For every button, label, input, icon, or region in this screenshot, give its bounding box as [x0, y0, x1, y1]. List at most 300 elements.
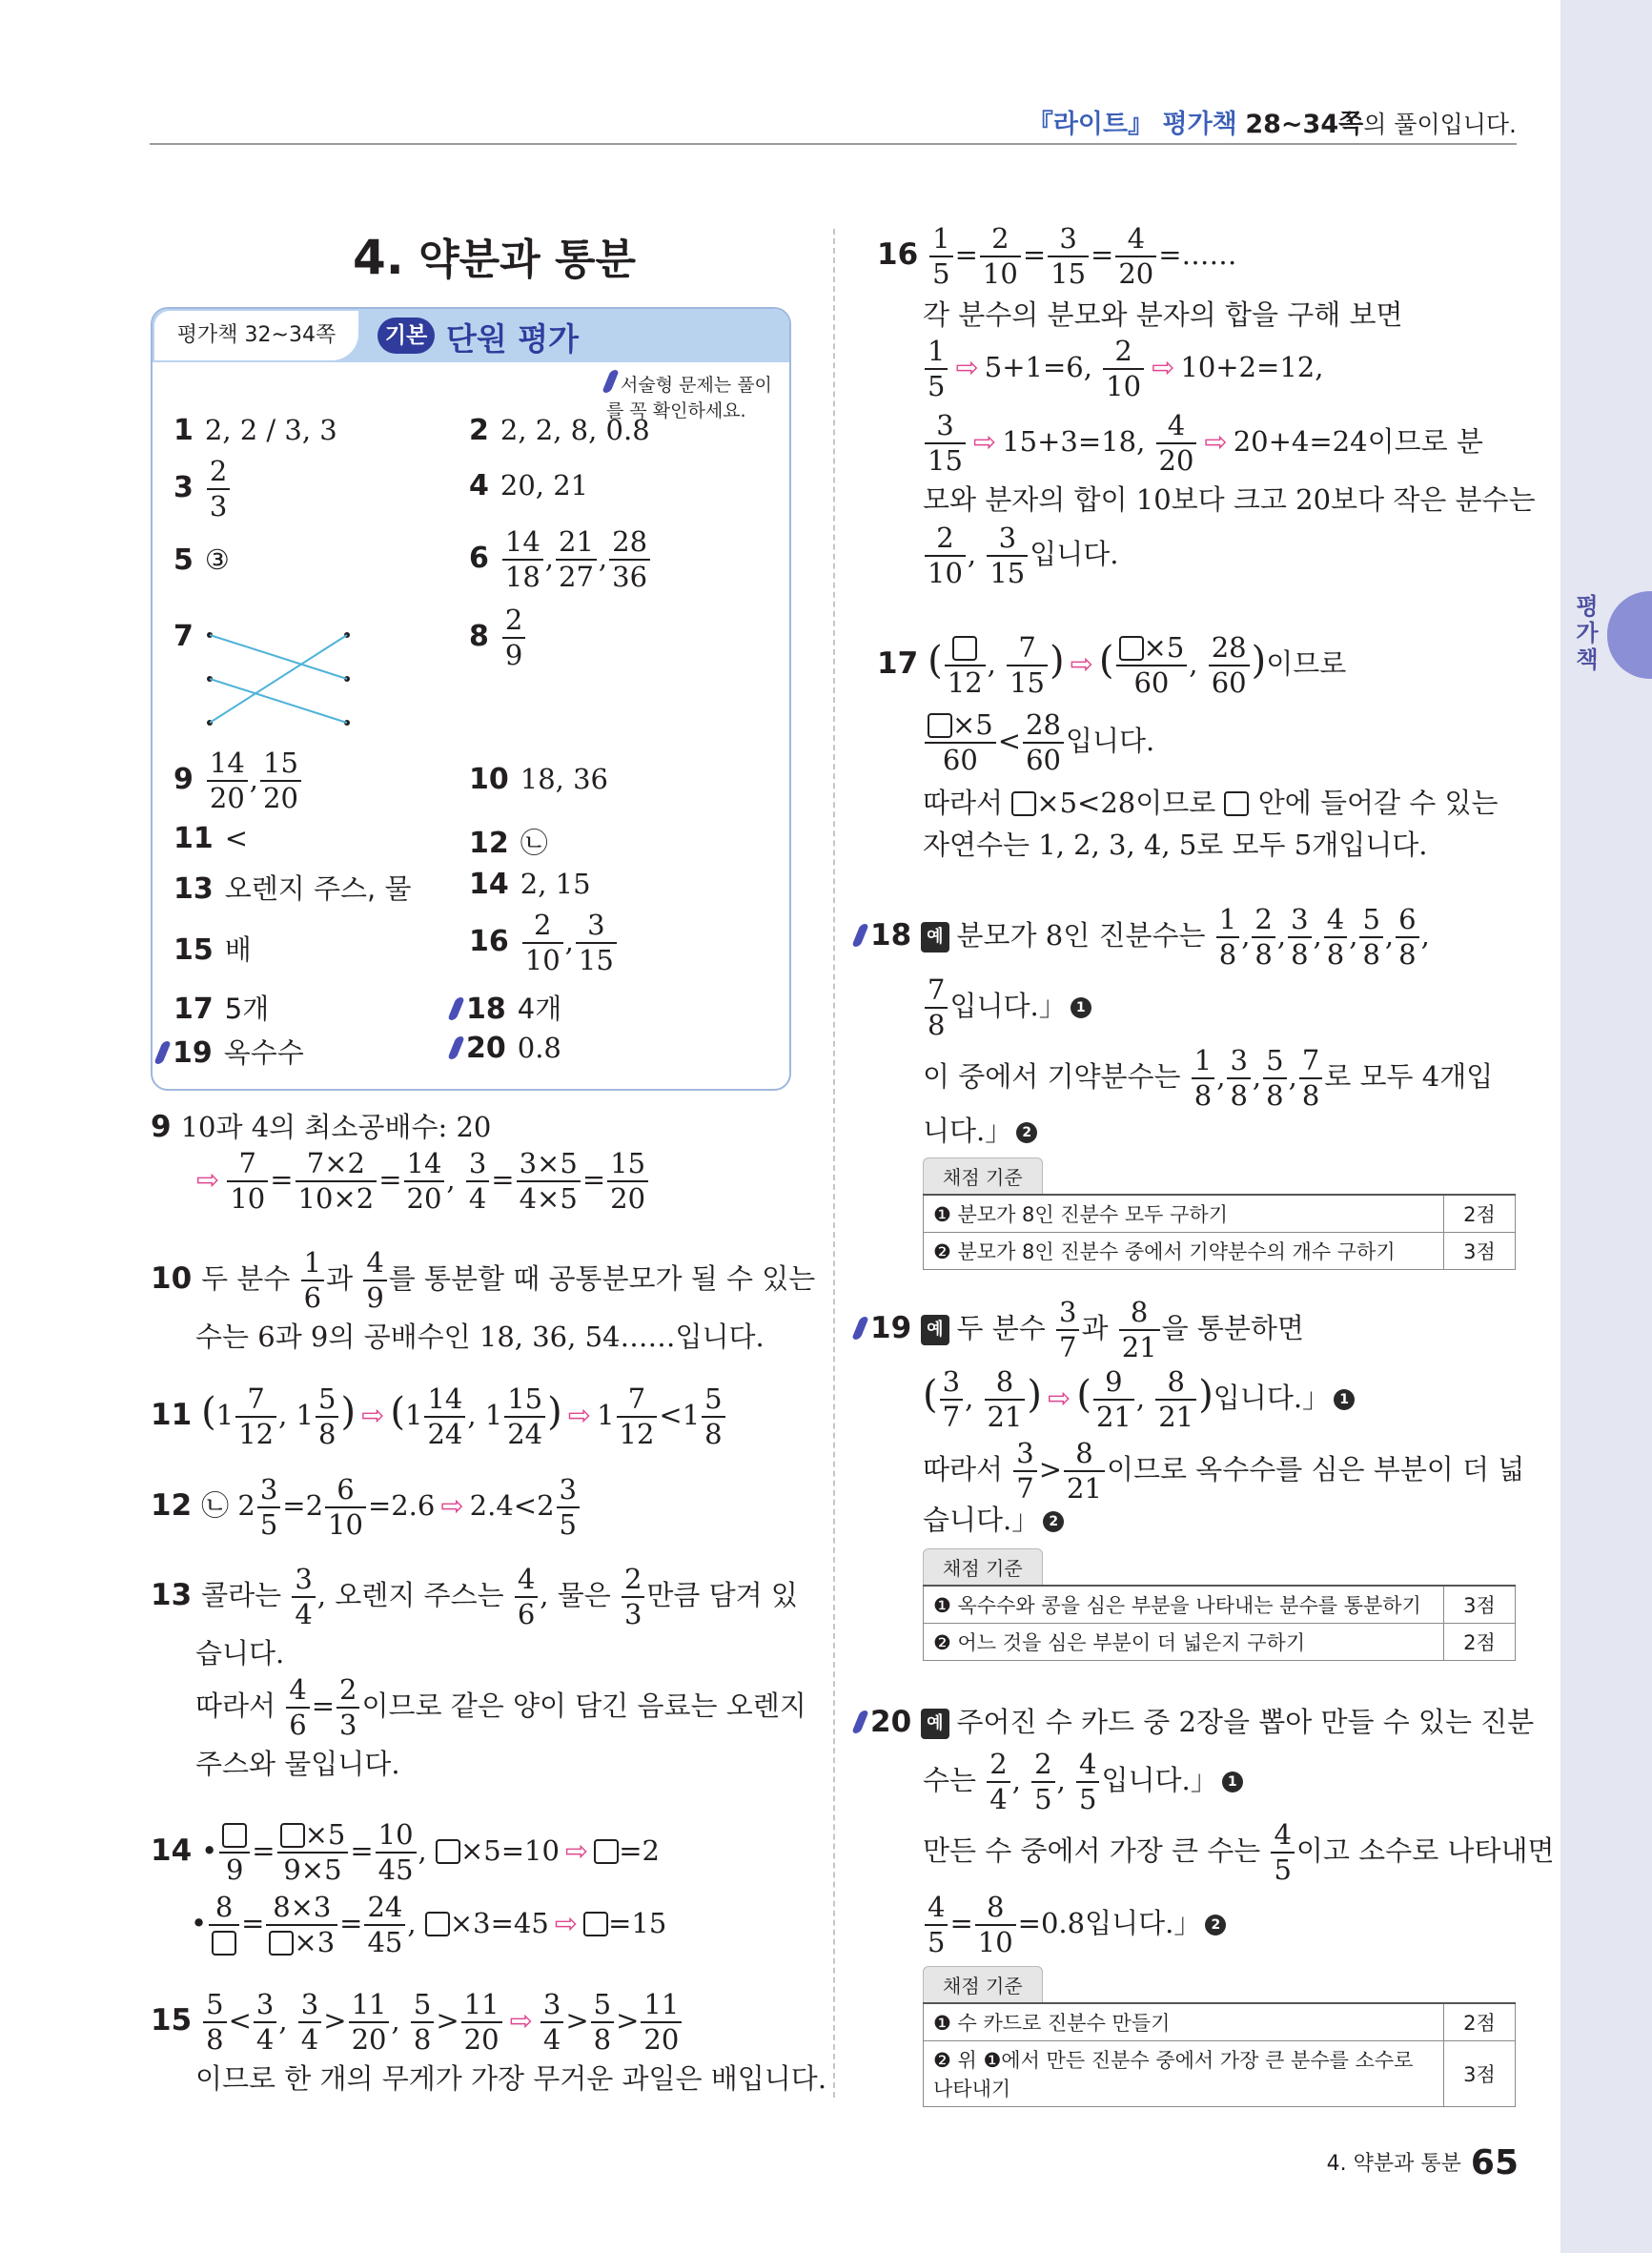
fraction: $\frac{8\times 3}{\times 3}$	[266, 1894, 337, 1956]
fraction: $\frac{3}{5}$	[557, 1476, 580, 1539]
solution-19-line4	[923, 1499, 1064, 1542]
solution-19	[856, 1296, 1304, 1363]
answer-11	[173, 822, 248, 855]
fraction: $\frac{3}{15}$	[987, 524, 1028, 587]
fraction: $\frac{2}{3}$	[337, 1676, 359, 1739]
arrow-icon: ⇨	[196, 1163, 220, 1196]
arrow-icon: ⇨	[554, 1907, 579, 1939]
solution-number: 16	[877, 237, 919, 272]
fraction: $\frac{3}{4}$	[254, 1991, 276, 2054]
blank-box	[222, 1823, 247, 1848]
solution-text: 따라서	[923, 1453, 1004, 1485]
solution-14-row2: • 8 = $\frac{8\times 3}{\times 3}$ = $\frac{24}{45}$ , ×3=45 ⇨ =15	[191, 1891, 667, 1958]
answer-number: 19	[173, 1036, 213, 1070]
fraction: $\frac{11}{20}$	[461, 1991, 502, 2054]
solution-number: 17	[877, 646, 919, 681]
fraction: $\frac{14}{24}$	[424, 1385, 465, 1448]
side-tab-label: 평가책	[1576, 593, 1599, 673]
answer-12	[469, 822, 548, 861]
answer-19	[158, 1032, 304, 1071]
fraction: $\frac{2}{10}$	[522, 911, 563, 974]
fraction: $\frac{4}{20}$	[1156, 412, 1197, 475]
fraction: $\frac{3}{7}$	[1013, 1440, 1036, 1503]
fraction: $\frac{4}{6}$	[515, 1566, 538, 1628]
solution-text: 이므로	[1266, 647, 1347, 680]
answer-5	[173, 543, 230, 577]
solution-text: =2.6	[367, 1489, 436, 1522]
solution-number: 12	[151, 1488, 193, 1523]
answer-number: 12	[469, 827, 509, 860]
solution-text: 따라서	[923, 787, 1004, 819]
solution-15-line2	[195, 2058, 826, 2100]
fraction: $\frac{3}{4}$	[540, 1991, 563, 2054]
example-badge: 예	[921, 1315, 948, 1345]
blank-box	[436, 1839, 460, 1864]
fraction: $\frac{3}{8}$	[1288, 906, 1311, 969]
answer-text: 2, 2 / 3, 3	[204, 414, 337, 446]
solution-text: 이 중에서 기약분수는	[923, 1060, 1181, 1093]
criteria-label: 채점 기준	[923, 1157, 1043, 1194]
solution-number: 11	[151, 1398, 193, 1432]
fraction: $\frac{1}{5}$	[925, 338, 948, 400]
fraction: $\frac{5}{8}$	[203, 1991, 226, 2054]
answer-number: 4	[469, 469, 489, 502]
blank-box	[952, 636, 977, 661]
fraction: $\frac{8}{21}$	[1119, 1299, 1160, 1362]
criteria-points: 2점	[1444, 1624, 1516, 1661]
fraction: $\frac{14}{18}$	[502, 528, 543, 591]
solution-number: 19	[870, 1311, 912, 1345]
fraction: $\frac{3}{8}$	[1227, 1047, 1250, 1110]
answer-number: 6	[469, 542, 489, 575]
solution-17: 17 ( 12 , $\frac{7}{15}$ ) ⇨ ( $\frac{\times 5}{60}$ , $\frac{28}{60}$ )이므로	[877, 631, 1347, 699]
fraction: $\frac{3}{4}$	[298, 1991, 321, 2054]
solution-18-line4	[923, 1110, 1037, 1153]
fraction: $\frac{1}{6}$	[301, 1249, 324, 1312]
fraction: $\frac{5}{8}$	[1359, 906, 1382, 969]
solution-15: 15 $\frac{5}{8}$ < $\frac{3}{4}$ , $\frac{3}{4}$ > $\frac{11}{20}$ , $\frac{5}{8}$ > $\frac{11}{20}$ ⇨ $\frac{3}{4}$ > $\frac{5}{8}$ > $\frac{11}{20}$	[151, 1991, 683, 2054]
solution-19-line2: ( $\frac{3}{7}$ , $\frac{8}{21}$ ) ⇨ ( $\frac{9}{21}$ , $\frac{8}{21}$ )입니다.」 1	[923, 1365, 1355, 1431]
solution-text: 10과 4의 최소공배수: 20	[180, 1111, 492, 1143]
answer-text: 20, 21	[500, 469, 589, 502]
blank-box	[280, 1823, 305, 1848]
fraction: $\frac{5}{8}$	[702, 1385, 724, 1448]
fraction: 8	[209, 1894, 239, 1956]
fraction: $\frac{2}{10}$	[980, 225, 1021, 288]
fraction: $\frac{7}{12}$	[617, 1385, 658, 1448]
solution-text: 주스와 물입니다.	[195, 1748, 400, 1780]
fraction: $\frac{\times 5}{60}$	[925, 711, 996, 774]
solution-16-line2	[923, 294, 1403, 337]
answer-9: 9 $\frac{14}{20}$ , $\frac{15}{20}$	[173, 749, 303, 812]
arrow-icon: ⇨	[361, 1399, 385, 1431]
fraction: $\frac{3}{4}$	[466, 1150, 489, 1213]
solution-text: 주어진 수 카드 중 2장을 뽑아 만들 수 있는 진분	[956, 1706, 1535, 1738]
pen-icon	[447, 1036, 465, 1059]
solution-number: 20	[870, 1705, 912, 1739]
solution-17-line2: $\frac{\times 5}{60}$ < $\frac{28}{60}$ 입니다.	[923, 711, 1154, 774]
fraction: $\frac{3}{15}$	[925, 412, 966, 475]
blank-box	[594, 1839, 619, 1864]
fraction: $\frac{3}{4}$	[292, 1566, 315, 1628]
fraction: $\frac{2}{10}$	[1103, 338, 1144, 400]
answer-15	[173, 929, 252, 968]
footer-chapter: 4. 약분과 통분	[1326, 2152, 1461, 2176]
solution-text: 로 모두 4개입	[1324, 1060, 1494, 1093]
fraction: $\frac{7}{10}$	[227, 1150, 268, 1213]
answer-number: 16	[469, 925, 509, 958]
criteria-label: 채점 기준	[923, 1966, 1043, 2002]
fraction: $\frac{21}{27}$	[556, 528, 597, 591]
solution-11: 11 (1 $\frac{7}{12}$ , 1 $\frac{5}{8}$ ) ⇨ (1 $\frac{14}{24}$ , 1 $\frac{15}{24}$ ) ⇨ 1 $\frac{7}{12}$ <1 $\frac{5}{8}$	[151, 1383, 727, 1448]
chapter-title	[353, 225, 636, 286]
solution-16-line5	[923, 479, 1536, 522]
solution-text: 안에 들어갈 수 있는	[1257, 787, 1499, 819]
pen-icon	[851, 1317, 869, 1340]
pen-icon	[602, 370, 620, 393]
fraction: $\frac{7}{15}$	[1007, 634, 1048, 697]
arrow-icon: ⇨	[564, 1834, 589, 1867]
answer-text: 오렌지 주스, 물	[224, 872, 412, 905]
answer-box-title: 단원 평가	[446, 320, 580, 358]
blank-box	[212, 1931, 236, 1956]
fraction: $\frac{7}{8}$	[1299, 1047, 1322, 1110]
fraction: $\frac{11}{20}$	[641, 1991, 682, 2054]
solution-text: 5+1=6,	[984, 351, 1092, 383]
fraction: $\frac{24}{45}$	[364, 1894, 405, 1956]
solution-text: =15	[608, 1907, 667, 1939]
answer-17	[173, 988, 269, 1027]
answer-box-badge: 기본	[377, 317, 435, 354]
solution-16-line4	[923, 409, 1483, 477]
step-marker-2: 2	[1016, 1122, 1037, 1143]
fraction: $\frac{3}{5}$	[257, 1476, 280, 1539]
solution-text: 니다.」	[923, 1115, 1013, 1147]
criteria-table-18	[923, 1157, 1516, 1270]
arrow-icon: ⇨	[955, 351, 979, 383]
blank-box	[1119, 636, 1144, 661]
criteria-item: ❶ 수 카드로 진분수 만들기	[924, 2003, 1444, 2041]
solution-9-work: ⇨ $\frac{7}{10}$ = $\frac{7\times 2}{10\times 2}$ = $\frac{14}{20}$ , $\frac{3}{4}$ = $\frac{3\times 5}{4\times 5}$ = $\frac{15}{20}$	[191, 1150, 650, 1213]
header-suffix: 의 풀이입니다.	[1363, 111, 1517, 138]
solution-number: 9	[151, 1110, 172, 1144]
answer-1	[173, 414, 337, 447]
solution-16-line3	[923, 335, 1324, 402]
fraction: $\frac{7\times 2}{10\times 2}$	[296, 1150, 377, 1213]
solution-text: 수는 6과 9의 공배수인 18, 36, 54……입니다.	[195, 1321, 765, 1353]
solution-17-line4	[923, 824, 1427, 867]
matching-lines-diagram	[204, 624, 357, 728]
solution-text: 입니다.	[1030, 538, 1119, 570]
fraction: $\frac{2}{8}$	[1252, 906, 1275, 969]
answer-14	[469, 868, 591, 901]
answer-number: 3	[173, 471, 194, 504]
answer-16: 16 $\frac{2}{10}$ , $\frac{3}{15}$	[469, 911, 619, 974]
solution-18-line2	[923, 973, 1091, 1041]
answer-box-note-text: 서술형 문제는 풀이를 꼭 확인하세요.	[606, 375, 772, 421]
step-marker-2: 2	[1043, 1511, 1064, 1532]
fraction: $\frac{2}{3}$	[207, 458, 230, 521]
answer-number: 15	[173, 933, 214, 967]
solution-9	[151, 1104, 491, 1150]
criteria-item: ❷ 분모가 8인 진분수 중에서 기약분수의 개수 구하기	[924, 1233, 1444, 1270]
arrow-icon: ⇨	[1048, 1382, 1071, 1414]
answer-text: 2, 15	[520, 868, 591, 900]
solution-text: 입니다.」	[1213, 1382, 1331, 1414]
solution-text: 따라서	[195, 1690, 276, 1722]
solution-text: 모와 분자의 합이 10보다 크고 20보다 작은 분수는	[923, 483, 1536, 516]
blank-box	[425, 1912, 450, 1936]
fraction: $\frac{5}{8}$	[316, 1385, 338, 1448]
answer-number: 2	[469, 414, 489, 447]
criteria-table-19	[923, 1548, 1516, 1661]
solution-text: 이고 소수로 나타내면	[1295, 1834, 1555, 1867]
answer-20	[452, 1032, 561, 1065]
answer-text: 18, 36	[520, 763, 608, 795]
arrow-icon: ⇨	[567, 1399, 592, 1431]
solution-text: 과	[1081, 1312, 1109, 1344]
fraction: $\frac{8}{21}$	[985, 1368, 1026, 1431]
fraction: $\frac{14}{20}$	[207, 749, 248, 812]
solution-text: 을 통분하면	[1161, 1312, 1304, 1344]
header-rule	[150, 143, 1517, 145]
answer-number: 20	[466, 1032, 506, 1065]
solution-number: 18	[870, 918, 912, 952]
solution-text: 콜라는	[201, 1579, 282, 1611]
fraction: $\frac{5}{8}$	[411, 1991, 434, 2054]
answer-text: ㉡	[520, 827, 548, 859]
arrow-icon: ⇨	[1152, 351, 1175, 383]
answer-number: 8	[469, 620, 489, 653]
solution-16-line6: $\frac{2}{10}$ , $\frac{3}{15}$ 입니다.	[923, 524, 1119, 587]
fraction: $\frac{7}{8}$	[925, 976, 948, 1039]
solution-20-line2: 수는 $\frac{2}{4}$ , $\frac{2}{5}$ , $\frac{4}{5}$ 입니다.」 1	[923, 1751, 1243, 1813]
solution-10-line2	[195, 1316, 765, 1359]
fraction: 12	[945, 634, 986, 697]
solution-17-line3	[923, 782, 1498, 825]
solution-text: 과	[326, 1262, 354, 1295]
answer-box	[151, 307, 791, 1091]
answer-text: 옥수수	[223, 1036, 304, 1069]
fraction: $\frac{3}{15}$	[576, 911, 617, 974]
criteria-points: 3점	[1444, 1586, 1516, 1624]
answer-2	[469, 414, 650, 447]
fraction: $\frac{15}{20}$	[260, 749, 301, 812]
fraction: $\frac{4}{5}$	[1271, 1821, 1294, 1884]
chapter-name: 약분과 통분	[418, 236, 636, 284]
criteria-points: 3점	[1444, 1233, 1516, 1270]
answer-number: 17	[173, 993, 214, 1026]
arrow-icon: ⇨	[1070, 647, 1093, 680]
fraction: $\frac{5}{8}$	[591, 1991, 614, 2054]
solution-text: =……	[1158, 238, 1237, 271]
fraction: $\frac{8}{10}$	[975, 1894, 1016, 1956]
match-line	[210, 679, 347, 723]
blank-box	[1011, 791, 1036, 816]
fraction: $\frac{15}{24}$	[504, 1385, 545, 1448]
solution-text: =2	[619, 1834, 660, 1867]
criteria-points: 2점	[1444, 2003, 1516, 2041]
answer-6: 6 $\frac{14}{18}$ , $\frac{21}{27}$ , $\frac{28}{36}$	[469, 528, 652, 591]
fraction: $\frac{3}{7}$	[1056, 1299, 1079, 1362]
fraction: $\frac{4}{5}$	[1076, 1751, 1099, 1813]
fraction: $\frac{\times 5}{9\times 5}$	[277, 1821, 349, 1884]
solution-text: 15+3=18,	[1002, 425, 1146, 458]
solution-text: 2.4<	[469, 1489, 538, 1522]
fraction: $\frac{1}{5}$	[929, 225, 952, 288]
solution-text: 이므로 같은 양이 담긴 음료는 오렌지	[361, 1690, 806, 1722]
fraction: 9	[219, 1821, 250, 1884]
solution-19-line3: 따라서 $\frac{3}{7}$ > $\frac{8}{21}$ 이므로 옥수수를 심은 부분이 더 넓	[923, 1437, 1525, 1505]
fraction: $\frac{\times 5}{60}$	[1116, 634, 1188, 697]
solution-number: 14	[151, 1833, 193, 1868]
answer-text: <	[224, 822, 249, 854]
header-book-title: 『라이트』 평가책	[1027, 110, 1237, 139]
fraction: $\frac{28}{60}$	[1023, 711, 1064, 774]
solution-text: , 물은	[540, 1579, 611, 1611]
fraction: $\frac{14}{20}$	[404, 1150, 445, 1213]
answer-4	[469, 469, 588, 502]
answer-number: 11	[173, 822, 214, 855]
solution-13-line3: 따라서 $\frac{4}{6}$ = $\frac{2}{3}$ 이므로 같은 양이 담긴 음료는 오렌지	[195, 1673, 806, 1741]
solution-text: 이므로 한 개의 무게가 가장 무거운 과일은 배입니다.	[195, 2062, 827, 2095]
solution-text: 10+2=12,	[1180, 351, 1324, 383]
criteria-table-20	[923, 1966, 1516, 2107]
blank-box	[583, 1912, 608, 1936]
solution-text: 자연수는 1, 2, 3, 4, 5로 모두 5개입니다.	[923, 829, 1428, 861]
step-marker-1: 1	[1222, 1772, 1243, 1792]
solution-14-row1: 14 • 9 = $\frac{\times 5}{9\times 5}$ = $\frac{10}{45}$ , ×5=10 ⇨ =2	[151, 1818, 660, 1886]
solution-text: =0.8입니다.」	[1017, 1907, 1202, 1939]
match-line	[210, 635, 347, 679]
fraction: $\frac{11}{20}$	[349, 1991, 390, 2054]
fraction: $\frac{3\times 5}{4\times 5}$	[517, 1150, 581, 1213]
example-badge: 예	[921, 922, 948, 952]
fraction: $\frac{2}{3}$	[622, 1566, 644, 1628]
fraction: $\frac{2}{9}$	[502, 606, 525, 669]
solution-10	[151, 1246, 816, 1314]
answer-text: 배	[224, 933, 252, 966]
example-badge: 예	[921, 1709, 948, 1739]
solution-mark: ㉡	[201, 1489, 230, 1522]
solution-text: , 오렌지 주스는	[316, 1579, 504, 1611]
answer-number: 13	[173, 872, 214, 906]
fraction: $\frac{6}{10}$	[325, 1476, 366, 1539]
fraction: $\frac{5}{8}$	[1263, 1047, 1286, 1110]
solution-13-line2	[195, 1632, 284, 1675]
criteria-item: ❷ 어느 것을 심은 부분이 더 넓은지 구하기	[924, 1624, 1444, 1661]
fraction: $\frac{6}{8}$	[1396, 906, 1418, 969]
solution-number: 13	[151, 1578, 193, 1612]
answer-text: 4개	[517, 993, 562, 1025]
fraction: $\frac{8}{21}$	[1155, 1368, 1196, 1431]
solution-number: 10	[151, 1261, 193, 1296]
step-marker-1: 1	[1071, 997, 1091, 1018]
answer-number: 10	[469, 763, 509, 796]
answer-number: 7	[173, 620, 194, 653]
page-footer	[1327, 2143, 1519, 2182]
solution-16: 16 $\frac{1}{5}$ = $\frac{2}{10}$ = $\frac{3}{15}$ = $\frac{4}{20}$ =……	[877, 222, 1237, 290]
answer-text: ③	[204, 543, 230, 576]
step-marker-2: 2	[1205, 1915, 1226, 1936]
solution-text: 입니다.」	[1101, 1764, 1218, 1796]
fraction: $\frac{28}{36}$	[609, 528, 650, 591]
page-header	[1028, 103, 1517, 140]
answer-box-page-tag: 평가책 32~34쪽	[154, 311, 358, 360]
solution-text: 습니다.	[195, 1637, 285, 1669]
solution-text: 입니다.	[1065, 725, 1155, 757]
fraction: $\frac{3}{15}$	[1048, 225, 1089, 288]
fraction: $\frac{4}{20}$	[1115, 225, 1156, 288]
solution-text: 분모가 8인 진분수는	[956, 919, 1206, 952]
answer-text: 2, 2, 8, 0.8	[500, 414, 650, 446]
header-pages: 28~34쪽	[1245, 110, 1364, 139]
solution-12: 12 ㉡ 2 $\frac{3}{5}$ =2 $\frac{6}{10}$ =2.6 ⇨ 2.4<2 $\frac{3}{5}$	[151, 1476, 581, 1539]
answer-number: 14	[469, 868, 509, 901]
answer-10	[469, 763, 608, 796]
fraction: $\frac{3}{7}$	[940, 1368, 963, 1431]
solution-text: ×5=10	[459, 1834, 560, 1867]
fraction: $\frac{4}{6}$	[286, 1676, 309, 1739]
pen-icon	[153, 1041, 172, 1064]
chapter-number: 4.	[353, 230, 404, 285]
blank-box	[1224, 791, 1249, 816]
fraction: $\frac{4}{9}$	[363, 1249, 386, 1312]
fraction: $\frac{1}{8}$	[1192, 1047, 1214, 1110]
solution-text: 를 통분할 때 공통분모가 될 수 있는	[388, 1262, 816, 1295]
criteria-item: ❷ 위 ❶에서 만든 진분수 중에서 가장 큰 분수를 소수로 나타내기	[924, 2041, 1444, 2107]
fraction: $\frac{7}{12}$	[235, 1385, 276, 1448]
fraction: $\frac{4}{8}$	[1324, 906, 1347, 969]
pen-icon	[851, 924, 869, 947]
answer-number: 1	[173, 414, 194, 447]
solution-text: 20+4=24이므로 분	[1233, 425, 1483, 458]
fraction: $\frac{9}{21}$	[1093, 1368, 1134, 1431]
fraction: $\frac{4}{5}$	[925, 1894, 948, 1956]
solution-text: 각 분수의 분모와 분자의 합을 구해 보면	[923, 298, 1403, 331]
fraction: $\frac{15}{20}$	[607, 1150, 648, 1213]
solution-text: ×5<28이므로	[1036, 787, 1216, 819]
answer-text: 5개	[224, 993, 270, 1025]
criteria-label: 채점 기준	[923, 1548, 1043, 1585]
solution-20	[856, 1699, 1534, 1745]
answer-number: 18	[466, 993, 506, 1026]
solution-20-line4: $\frac{4}{5}$ = $\frac{8}{10}$ =0.8입니다.」 2	[923, 1894, 1226, 1956]
arrow-icon: ⇨	[440, 1489, 464, 1522]
answer-number: 5	[173, 543, 194, 577]
criteria-points: 2점	[1444, 1195, 1516, 1233]
solution-text: 두 분수	[201, 1262, 291, 1295]
answer-7	[173, 620, 205, 653]
solution-text: 만큼 담겨 있	[646, 1579, 798, 1611]
answer-box-header	[153, 309, 789, 362]
criteria-item: ❶ 분모가 8인 진분수 모두 구하기	[924, 1195, 1444, 1233]
arrow-icon: ⇨	[509, 2004, 533, 2037]
arrow-icon: ⇨	[1204, 425, 1228, 458]
pen-icon	[851, 1710, 869, 1733]
solution-text: 두 분수	[956, 1312, 1046, 1344]
answer-3	[173, 455, 232, 522]
solution-13-line4	[195, 1743, 400, 1786]
solution-text: 이므로 옥수수를 심은 부분이 더 넓	[1106, 1453, 1525, 1485]
solution-20-line3	[923, 1818, 1555, 1886]
fraction: $\frac{28}{60}$	[1209, 634, 1250, 697]
page-number: 65	[1470, 2143, 1519, 2182]
side-strip	[1560, 0, 1652, 2253]
blank-box	[928, 713, 952, 738]
solution-18-line3: 이 중에서 기약분수는 $\frac{1}{8}$ , $\frac{3}{8}$ , $\frac{5}{8}$ , $\frac{7}{8}$ 로 모두 4개입	[923, 1044, 1494, 1112]
answer-text: 0.8	[517, 1032, 561, 1064]
